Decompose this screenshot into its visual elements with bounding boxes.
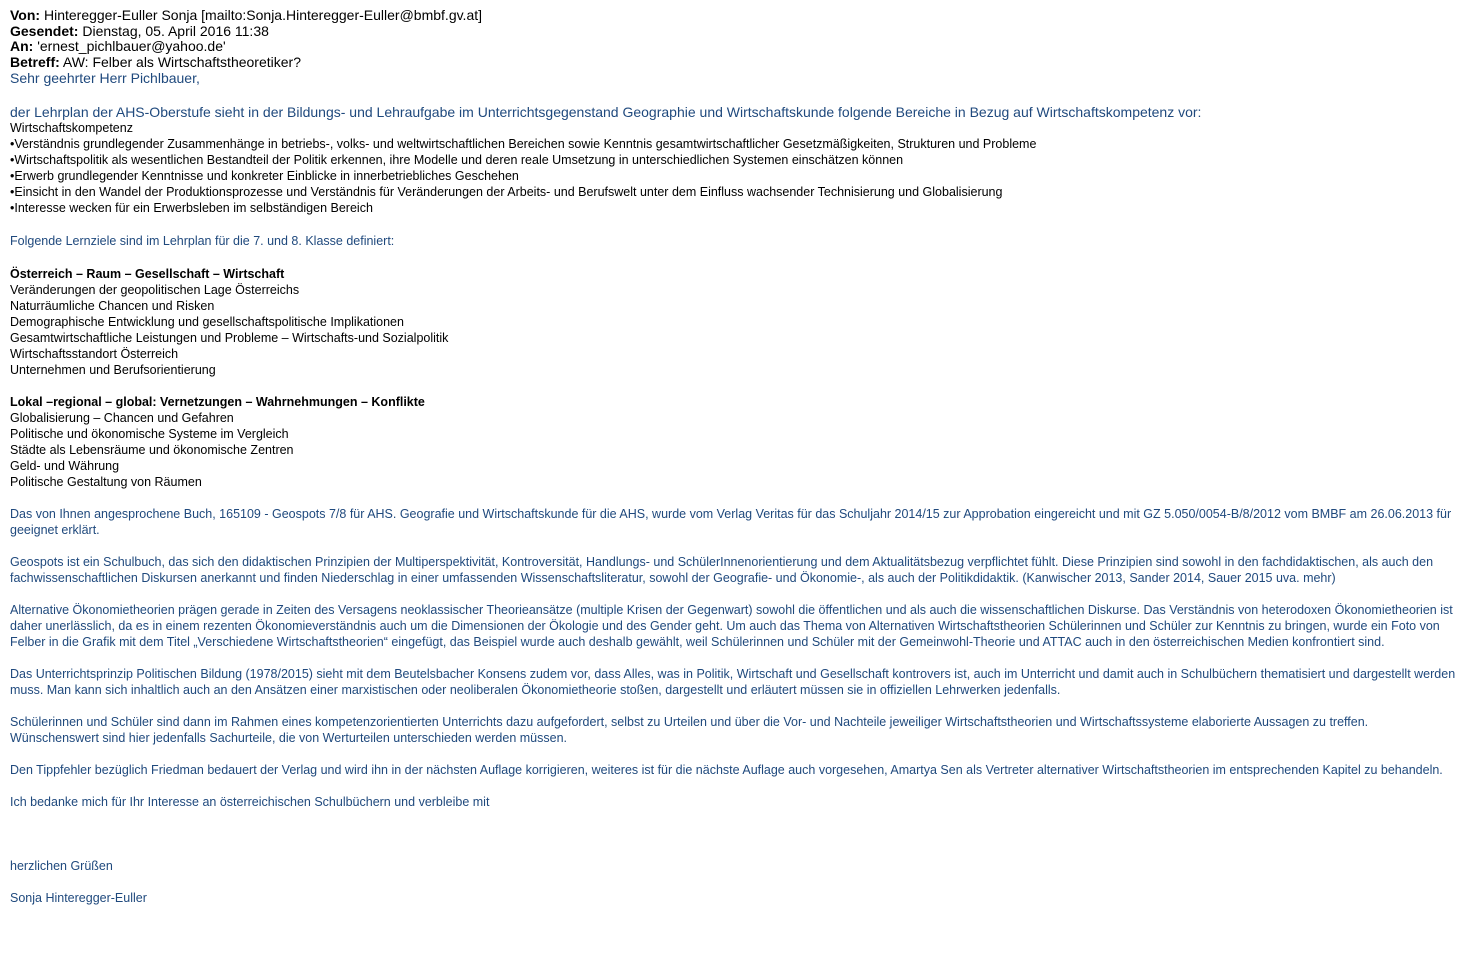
competence-item: •Verständnis grundlegender Zusammenhänge in betriebs-, volks- und weltwirtschaftlichen Bereichen sowie Kenntnis gesamtwirtschaftlicher Gesetzmäßigkeiten, Strukturen und Probleme — [10, 137, 1037, 151]
competence-title: Wirtschaftskompetenz — [10, 121, 133, 135]
section2-title: Lokal –regional – global: Vernetzungen – Wahrnehmungen – Konflikte — [10, 395, 425, 409]
header-to — [10, 39, 1456, 55]
section1-item: Unternehmen und Berufsorientierung — [10, 363, 216, 377]
header-from — [10, 8, 1456, 24]
competence-item: •Wirtschaftspolitik als wesentlichen Bestandteil der Politik erkennen, ihre Modelle und deren reale Umsetzung in unterschiedlichen Systemen einschätzen können — [10, 153, 904, 167]
section2-item: Politische Gestaltung von Räumen — [10, 475, 202, 489]
closing: herzlichen Grüßen — [10, 859, 113, 873]
header-sent — [10, 24, 1456, 40]
to-label: An: — [10, 38, 34, 54]
competence-item: •Einsicht in den Wandel der Produktionsprozesse und Verständnis für Veränderungen der Arbeits- und Berufswelt unter dem Einfluss wachsender Technisierung und Globalisierung — [10, 185, 1003, 199]
section2-item: Städte als Lebensräume und ökonomische Zentren — [10, 443, 294, 457]
email-message — [10, 8, 1456, 906]
subject-value: AW: Felber als Wirtschaftstheoretiker? — [62, 53, 301, 70]
section1-item: Naturräumliche Chancen und Risken — [10, 299, 215, 313]
signature: Sonja Hinteregger-Euller — [10, 891, 147, 905]
paragraph-geospots: Geospots ist ein Schulbuch, das sich den didaktischen Prinzipien der Multiperspektivität, Kontroversität, Handlungs- und SchülerInnenorientierung und dem Aktualitätsbezug verpflichtet fühlt. Diese Prinzipien sind sowohl in den fachdidaktischen, als auch den fachwissenschaftlichen Diskursen anerkannt und finden Niederschlag in einer umfassenden Wissenschaftsliteratur, sowohl der Geografie- und Ökonomie-, als auch der Politikdidaktik. (Kanwischer 2013, Sander 2014, Sauer 2015 uva. mehr) — [10, 555, 1434, 585]
section2-item: Geld- und Währung — [10, 459, 120, 473]
sent-value: Dienstag, 05. April 2016 11:38 — [82, 22, 269, 39]
paragraph-typo: Den Tippfehler bezüglich Friedman bedauert der Verlag und wird ihn in der nächsten Auflage korrigieren, weiteres ist für die nächste Auflage auch vorgesehen, Amartya Sen als Vertreter alternativer Wirtschaftstheorien im entsprechenden Kapitel zu behandeln. — [10, 763, 1443, 777]
competence-item: •Erwerb grundlegender Kenntnisse und konkreter Einblicke in innerbetriebliches Geschehen — [10, 169, 519, 183]
sent-label: Gesendet: — [10, 22, 79, 39]
header-subject — [10, 55, 1456, 71]
paragraph-thanks: Ich bedanke mich für Ihr Interesse an österreichischen Schulbüchern und verbleibe mit — [10, 795, 490, 809]
from-label: Von: — [10, 7, 41, 23]
paragraph-book: Das von Ihnen angesprochene Buch, 165109 - Geospots 7/8 für AHS. Geografie und Wirtschaftskunde für die AHS, wurde vom Verlag Veritas für das Schuljahr 2014/15 zur Approbation eingereicht und mit GZ 5.050/0054-B/8/2012 vom BMBF am 26.06.2013 für geeignet erklärt. — [10, 507, 1452, 537]
intro-paragraph: der Lehrplan der AHS-Oberstufe sieht in der Bildungs- und Lehraufgabe im Unterrichtsgegenstand Geographie und Wirtschaftskunde folgende Bereiche in Bezug auf Wirtschaftskompetenz vor: — [10, 104, 1202, 120]
paragraph-students: Schülerinnen und Schüler sind dann im Rahmen eines kompetenzorientierten Unterrichts dazu aufgefordert, selbst zu Urteilen und über die Vor- und Nachteile jeweiliger Wirtschaftstheorien und Wirtschaftssysteme elaborierte Aussagen zu treffen. Wünschenswert sind hier jedenfalls Sachurteile, die von Werturteilen unterschieden werden müssen. — [10, 715, 1369, 745]
section1-item: Demographische Entwicklung und gesellschaftspolitische Implikationen — [10, 315, 404, 329]
section2-item: Globalisierung – Chancen und Gefahren — [10, 411, 234, 425]
paragraph-principle: Das Unterrichtsprinzip Politischen Bildung (1978/2015) sieht mit dem Beutelsbacher Konsens zudem vor, dass Alles, was in Politik, Wirtschaft und Gesellschaft kontrovers ist, auch im Unterricht und damit auch in Schulbüchern thematisiert und dargestellt werden muss. Man kann sich inhaltlich auch an den Ansätzen einer marxistischen oder neoliberalen Ökonomietheorie stoßen, dargestellt und erläutert müssen sie in offiziellen Lehrwerken jedenfalls. — [10, 667, 1456, 697]
to-value: 'ernest_pichlbauer@yahoo.de' — [37, 38, 226, 54]
section2-item: Politische und ökonomische Systeme im Vergleich — [10, 427, 289, 441]
salutation: Sehr geehrter Herr Pichlbauer, — [10, 70, 200, 86]
subject-label: Betreff: — [10, 53, 60, 70]
section1-item: Veränderungen der geopolitischen Lage Österreichs — [10, 283, 300, 297]
paragraph-alternative: Alternative Ökonomietheorien prägen gerade in Zeiten des Versagens neoklassischer Theorieansätze (multiple Krisen der Gegenwart) sowohl die öffentlichen und als auch die wissenschaftlichen Diskurse. Das Verständnis von heterodoxen Ökonomietheorien ist daher unerlässlich, da es in einem rezenten Ökonomieverständnis auch um die Dimensionen der Ökologie und des Gender geht. Um auch das Thema von Alternativen Wirtschaftstheorien Schülerinnen und Schüler zur Kenntnis zu bringen, wurde ein Foto von Felber in die Grafik mit dem Titel „Verschiedene Wirtschaftstheorien“ eingefügt, das Beispiel wurde auch deshalb gewählt, weil Schülerinnen und Schüler mit der Gemeinwohl-Theorie und ATTAC auch in den österreichischen Medien konfrontiert sind. — [10, 603, 1453, 649]
section1-title: Österreich – Raum – Gesellschaft – Wirtschaft — [10, 267, 285, 281]
from-value: Hinteregger-Euller Sonja [mailto:Sonja.Hinteregger-Euller@bmbf.gv.at] — [43, 7, 483, 23]
goals-intro: Folgende Lernziele sind im Lehrplan für die 7. und 8. Klasse definiert: — [10, 234, 395, 248]
competence-item: •Interesse wecken für ein Erwerbsleben im selbständigen Bereich — [10, 201, 373, 215]
section1-item: Wirtschaftsstandort Österreich — [10, 347, 179, 361]
section1-item: Gesamtwirtschaftliche Leistungen und Probleme – Wirtschafts-und Sozialpolitik — [10, 331, 449, 345]
